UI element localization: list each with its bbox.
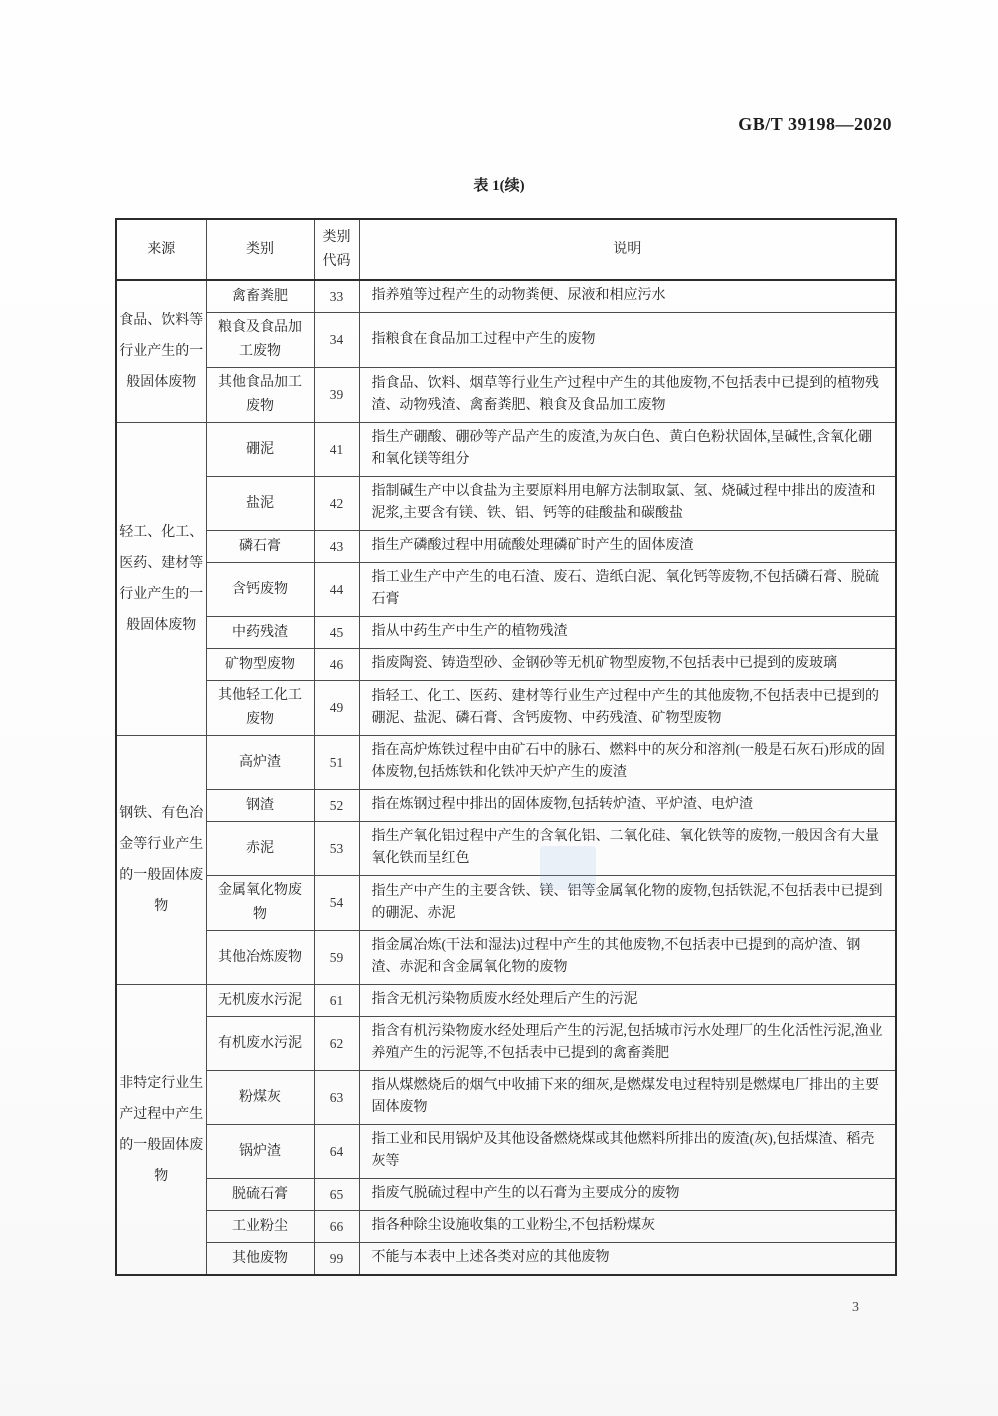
code-cell: 34	[314, 313, 359, 368]
description-cell: 指食品、饮料、烟草等行业生产过程中产生的其他废物,不包括表中已提到的植物残渣、动物残渣、禽畜粪肥、粮食及食品加工废物	[359, 368, 896, 423]
category-cell: 粉煤灰	[206, 1071, 314, 1125]
code-cell: 62	[314, 1017, 359, 1071]
table-row	[116, 1211, 896, 1243]
category-cell: 工业粉尘	[206, 1211, 314, 1243]
category-cell: 其他冶炼废物	[206, 931, 314, 985]
table-row	[116, 313, 896, 368]
header-source: 来源	[116, 219, 206, 280]
page-number: 3	[852, 1300, 859, 1315]
code-cell: 66	[314, 1211, 359, 1243]
description-cell: 指粮食在食品加工过程中产生的废物	[359, 313, 896, 368]
code-cell: 49	[314, 681, 359, 736]
table-row	[116, 531, 896, 563]
source-cell: 食品、饮料等行业产生的一般固体废物	[116, 280, 206, 423]
category-cell: 其他食品加工废物	[206, 368, 314, 423]
table-row	[116, 790, 896, 822]
code-cell: 61	[314, 985, 359, 1017]
table-row	[116, 1179, 896, 1211]
table-row	[116, 822, 896, 876]
description-cell: 指在炼钢过程中排出的固体废物,包括转炉渣、平炉渣、电炉渣	[359, 790, 896, 822]
table-row	[116, 280, 896, 313]
description-cell: 指轻工、化工、医药、建材等行业生产过程中产生的其他废物,不包括表中已提到的硼泥、盐泥、磷石膏、含钙废物、中药残渣、矿物型废物	[359, 681, 896, 736]
table-header-row	[116, 219, 896, 280]
category-cell: 赤泥	[206, 822, 314, 876]
table-row	[116, 931, 896, 985]
table-row	[116, 1243, 896, 1276]
table-row	[116, 563, 896, 617]
category-cell: 含钙废物	[206, 563, 314, 617]
category-cell: 无机废水污泥	[206, 985, 314, 1017]
code-cell: 43	[314, 531, 359, 563]
header-category: 类别	[206, 219, 314, 280]
description-cell: 指各种除尘设施收集的工业粉尘,不包括粉煤灰	[359, 1211, 896, 1243]
code-cell: 46	[314, 649, 359, 681]
table-row	[116, 1017, 896, 1071]
code-cell: 63	[314, 1071, 359, 1125]
category-cell: 磷石膏	[206, 531, 314, 563]
table-row	[116, 1125, 896, 1179]
code-cell: 99	[314, 1243, 359, 1276]
description-cell: 指生产氧化铝过程中产生的含氧化铝、二氧化硅、氧化铁等的废物,一般因含有大量氧化铁而呈红色	[359, 822, 896, 876]
code-cell: 64	[314, 1125, 359, 1179]
scan-watermark-artifact	[540, 846, 596, 890]
table-row	[116, 368, 896, 423]
description-cell: 指含有机污染物废水经处理后产生的污泥,包括城市污水处理厂的生化活性污泥,渔业养殖产生的污泥等,不包括表中已提到的禽畜粪肥	[359, 1017, 896, 1071]
description-cell: 指金属冶炼(干法和湿法)过程中产生的其他废物,不包括表中已提到的高炉渣、钢渣、赤泥和含金属氧化物的废物	[359, 931, 896, 985]
header-description: 说明	[359, 219, 896, 280]
code-cell: 52	[314, 790, 359, 822]
table-row	[116, 985, 896, 1017]
table-row	[116, 876, 896, 931]
code-cell: 59	[314, 931, 359, 985]
source-cell: 钢铁、有色冶金等行业产生的一般固体废物	[116, 736, 206, 985]
table-row	[116, 477, 896, 531]
source-cell: 轻工、化工、医药、建材等行业产生的一般固体废物	[116, 423, 206, 736]
waste-classification-table	[115, 218, 897, 1276]
description-cell: 指在高炉炼铁过程中由矿石中的脉石、燃料中的灰分和溶剂(一般是石灰石)形成的固体废物,包括炼铁和化铁冲天炉产生的废渣	[359, 736, 896, 790]
category-cell: 矿物型废物	[206, 649, 314, 681]
code-cell: 42	[314, 477, 359, 531]
code-cell: 39	[314, 368, 359, 423]
table-row	[116, 1071, 896, 1125]
category-cell: 盐泥	[206, 477, 314, 531]
category-cell: 硼泥	[206, 423, 314, 477]
category-cell: 高炉渣	[206, 736, 314, 790]
table-row	[116, 736, 896, 790]
code-cell: 51	[314, 736, 359, 790]
category-cell: 其他轻工化工废物	[206, 681, 314, 736]
table-row	[116, 617, 896, 649]
code-cell: 65	[314, 1179, 359, 1211]
standard-number: GB/T 39198—2020	[738, 114, 892, 134]
category-cell: 锅炉渣	[206, 1125, 314, 1179]
category-cell: 其他废物	[206, 1243, 314, 1276]
description-cell: 指废陶瓷、铸造型砂、金钢砂等无机矿物型废物,不包括表中已提到的废玻璃	[359, 649, 896, 681]
source-cell: 非特定行业生产过程中产生的一般固体废物	[116, 985, 206, 1276]
description-cell: 不能与本表中上述各类对应的其他废物	[359, 1243, 896, 1276]
code-cell: 54	[314, 876, 359, 931]
code-cell: 53	[314, 822, 359, 876]
category-cell: 钢渣	[206, 790, 314, 822]
description-cell: 指工业生产中产生的电石渣、废石、造纸白泥、氧化钙等废物,不包括磷石膏、脱硫石膏	[359, 563, 896, 617]
description-cell: 指含无机污染物质废水经处理后产生的污泥	[359, 985, 896, 1017]
description-cell: 指生产硼酸、硼砂等产品产生的废渣,为灰白色、黄白色粉状固体,呈碱性,含氧化硼和氧化镁等组分	[359, 423, 896, 477]
code-cell: 45	[314, 617, 359, 649]
description-cell: 指从中药生产中生产的植物残渣	[359, 617, 896, 649]
code-cell: 41	[314, 423, 359, 477]
category-cell: 脱硫石膏	[206, 1179, 314, 1211]
category-cell: 禽畜粪肥	[206, 280, 314, 313]
description-cell: 指生产磷酸过程中用硫酸处理磷矿时产生的固体废渣	[359, 531, 896, 563]
table-row	[116, 681, 896, 736]
description-cell: 指废气脱硫过程中产生的以石膏为主要成分的废物	[359, 1179, 896, 1211]
category-cell: 中药残渣	[206, 617, 314, 649]
description-cell: 指制碱生产中以食盐为主要原料用电解方法制取氯、氢、烧碱过程中排出的废渣和泥浆,主要含有镁、铁、铝、钙等的硅酸盐和碳酸盐	[359, 477, 896, 531]
description-cell: 指工业和民用锅炉及其他设备燃烧煤或其他燃料所排出的废渣(灰),包括煤渣、稻壳灰等	[359, 1125, 896, 1179]
table-body	[116, 280, 896, 1275]
category-cell: 金属氧化物废物	[206, 876, 314, 931]
table-title: 表 1(续)	[473, 178, 525, 194]
category-cell: 粮食及食品加工废物	[206, 313, 314, 368]
code-cell: 44	[314, 563, 359, 617]
code-cell: 33	[314, 280, 359, 313]
description-cell: 指生产中产生的主要含铁、镁、铝等金属氧化物的废物,包括铁泥,不包括表中已提到的硼泥、赤泥	[359, 876, 896, 931]
table-row	[116, 649, 896, 681]
description-cell: 指养殖等过程产生的动物粪便、尿液和相应污水	[359, 280, 896, 313]
header-code: 类别代码	[314, 219, 359, 280]
table-row	[116, 423, 896, 477]
category-cell: 有机废水污泥	[206, 1017, 314, 1071]
description-cell: 指从煤燃烧后的烟气中收捕下来的细灰,是燃煤发电过程特别是燃煤电厂排出的主要固体废物	[359, 1071, 896, 1125]
